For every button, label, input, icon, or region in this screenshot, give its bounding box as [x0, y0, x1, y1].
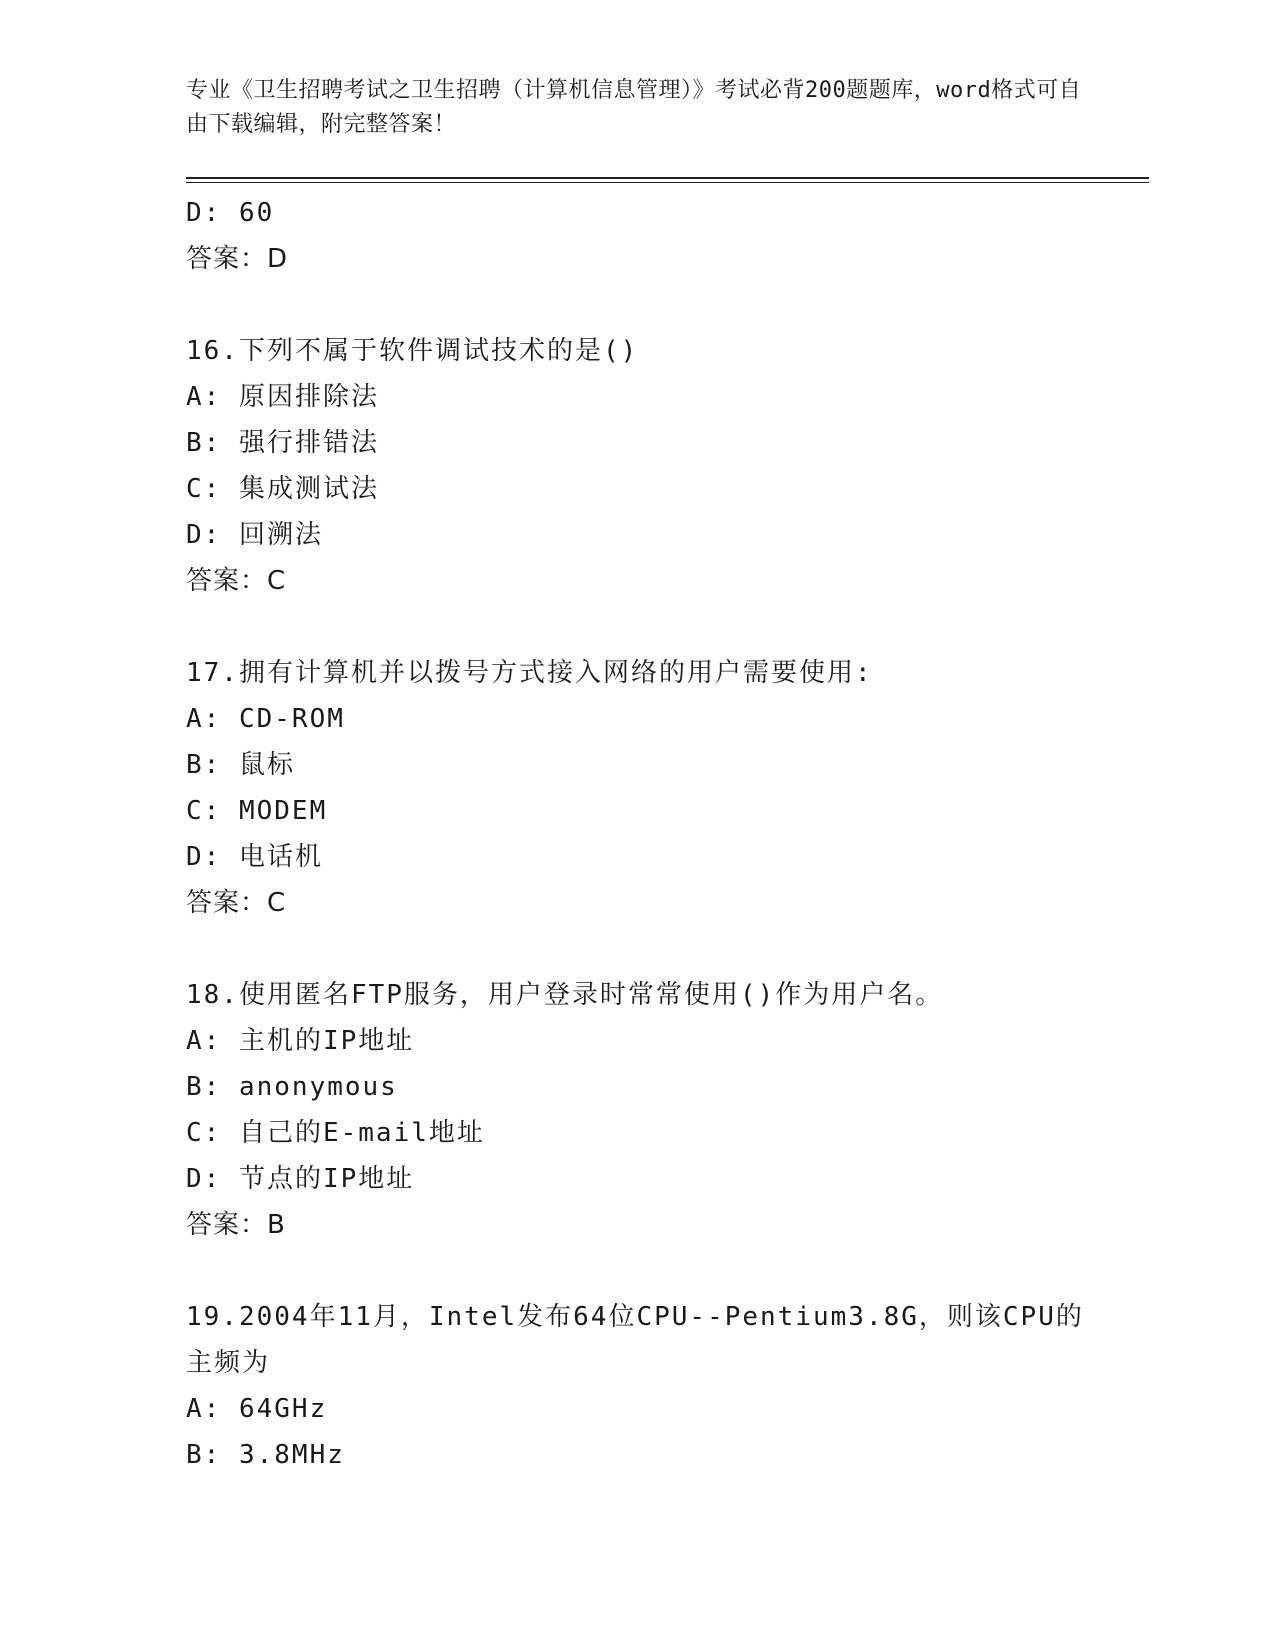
spacer [186, 282, 1149, 328]
option-b: B: 强行排错法 [186, 428, 379, 458]
question-stem: 16.下列不属于软件调试技术的是() [186, 336, 639, 366]
spacer [186, 1248, 1149, 1294]
option-a: A: 64GHz [186, 1394, 328, 1424]
option-a: A: 主机的IP地址 [186, 1026, 415, 1056]
spacer [186, 604, 1149, 650]
answer: 答案：B [186, 1210, 286, 1240]
question-list [186, 190, 1149, 1478]
question-19 [186, 1294, 1149, 1478]
header-rule-thin [186, 182, 1149, 183]
question-stem: 18.使用匿名FTP服务，用户登录时常常使用()作为用户名。 [186, 980, 944, 1010]
spacer [186, 926, 1149, 972]
carryover-answer: 答案：D [186, 244, 289, 274]
option-c: C: 自己的E-mail地址 [186, 1118, 485, 1148]
option-a: A: CD-ROM [186, 704, 345, 734]
option-c: C: MODEM [186, 796, 328, 826]
option-c: C: 集成测试法 [186, 474, 379, 504]
question-18 [186, 972, 1149, 1248]
document-header: 专业《卫生招聘考试之卫生招聘（计算机信息管理）》考试必背200题题库，word格式可自由下载编辑，附完整答案！ [186, 78, 1082, 137]
answer: 答案：C [186, 566, 287, 596]
option-b: B: 鼠标 [186, 750, 295, 780]
option-d: D: 回溯法 [186, 520, 323, 550]
question-16 [186, 328, 1149, 604]
question-stem: 17.拥有计算机并以拨号方式接入网络的用户需要使用: [186, 658, 873, 688]
option-a: A: 原因排除法 [186, 382, 379, 412]
option-b: B: anonymous [186, 1072, 398, 1102]
option-b: B: 3.8MHz [186, 1440, 345, 1470]
question-17 [186, 650, 1149, 926]
question-stem: 19.2004年11月，Intel发布64位CPU--Pentium3.8G，则该CPU的主频为 [186, 1302, 1084, 1378]
option-d: D: 节点的IP地址 [186, 1164, 415, 1194]
option-d: D: 电话机 [186, 842, 323, 872]
answer: 答案：C [186, 888, 287, 918]
carryover-option-d: D: 60 [186, 198, 275, 228]
header-rule-thick [186, 177, 1149, 179]
